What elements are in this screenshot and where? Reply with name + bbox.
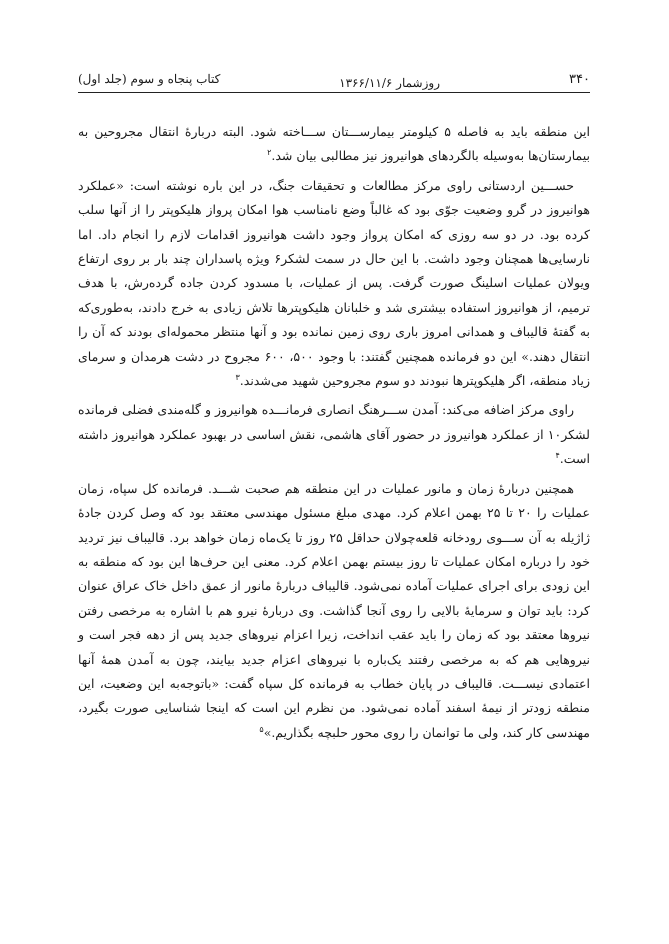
paragraph-text: این منطقه باید به فاصله ۵ کیلومتر بیمارســـتان ســـاخته شود. البته دربارهٔ انتقال مجروحین به بیمارستان‌ها به‌وسیله بالگردهای هوانیروز نیز مطالبی بیان شد. — [78, 124, 590, 164]
paragraph-text: راوی مرکز اضافه می‌کند: آمدن ســـرهنگ انصاری فرمانـــده هوانیروز و گله‌مندی فضلی فرمانده لشکر۱۰ از عملکرد هوانیروز در حضور آقای هاشمی، نقش اساسی در بهبود عملکرد هوانیروز داشته است. — [78, 402, 590, 467]
paragraph — [78, 120, 590, 169]
running-header — [78, 72, 590, 96]
paragraph — [78, 398, 590, 471]
book-title: کتاب پنجاه و سوم (جلد اول) — [78, 72, 221, 86]
paragraph — [78, 174, 590, 394]
footnote-ref[interactable]: ۵ — [259, 724, 264, 734]
paragraph-text: همچنین دربارهٔ زمان و مانور عملیات در این منطقه هم صحبت شـــد. فرمانده کل سپاه، زمان عملیات را ۲۰ تا ۲۵ بهمن اعلام کرد. مهدی مبلغ مسئول مهندسی معتقد بود که وصل کردن جادهٔ ژاژیله به آن ســـوی رودخانه قلعه‌چولان حداقل ۲۵ روز تا یک‌ماه زمان خواهد برد. قالیباف نیز تردید خود را درباره امکان عملیات تا روز بیستم بهمن اعلام کرد. معنی این حرف‌ها این بود که منطقه به این زودی برای اجرای عملیات آماده نمی‌شود. قالیباف دربارهٔ مانور از عمق داخل خاک عراق عنوان کرد: باید توان و سرمایهٔ بالایی را روی آنجا گذاشت. وی دربارهٔ نیرو هم با اشاره به مرخصی رفتن نیروها معتقد بود که زمان را باید عقب انداخت، زیرا اعزام نیروهای جدید پس از دهه فجر است و نیروهایی هم که به مرخصی رفتند یک‌باره با نیروهای اعزام جدید بیایند، چون به آمدن همهٔ آنها اعتمادی نیســـت. قالیباف در پایان خطاب به فرمانده کل سپاه گفت: «باتوجه‌به این وضعیت، این منطقه زودتر از نیمهٔ اسفند آماده نمی‌شود. من نظرم این است که اینجا شناسایی صورت بگیرد، مهندسی کار کند، ولی ما توانمان را روی محور حلبچه بگذاریم.» — [78, 480, 590, 740]
paragraph — [78, 477, 590, 745]
footnote-ref[interactable]: ۲ — [267, 148, 272, 158]
paragraph-text: حســـین اردستانی راوی مرکز مطالعات و تحقیقات جنگ، در این باره نوشته است: «عملکرد هوانیروز در گرو وضعیت جوّی بود که غالباً وضع نامناسب هوا امکان پرواز هلیکوپتر را از آنها سلب کرده بود. در دو سه روزی که امکان پرواز وجود داشت هوانیروز اقدامات لازم را انجام داد. اما نارسایی‌ها همچنان وجود داشت. با این حال در سمت لشکر۶ ویژه پاسداران چند بار بر روی ارتفاع ویولان عملیات اسلینگ صورت گرفت. پس از عملیات، با مسدود کردن جاده گرده‌رش، با هدف ترمیم، از هوانیروز استفاده بیشتری شد و خلبانان هلیکوپترها تلاش زیادی به خرج دادند، به‌طوری‌که به گفتهٔ قالیباف و همدانی امروز باری روی زمین نمانده بود و آنها منتظر محموله‌ای بودند که آن را انتقال دهند.» این دو فرمانده همچنین گفتند: با وجود ۵۰۰، ۶۰۰ مجروح در دشت هرمدان و سرمای زیاد منطقه، اگر هلیکوپترها نبودند دو سوم مجروحین شهید می‌شدند. — [78, 177, 590, 389]
page-number: ۳۴۰ — [569, 72, 590, 87]
body-text — [78, 120, 590, 750]
footnote-ref[interactable]: ۳ — [235, 372, 240, 382]
header-rule — [78, 92, 590, 93]
diary-date: روزشمار ۱۳۶۶/۱۱/۶ — [339, 76, 440, 90]
footnote-ref[interactable]: ۴ — [555, 451, 560, 461]
